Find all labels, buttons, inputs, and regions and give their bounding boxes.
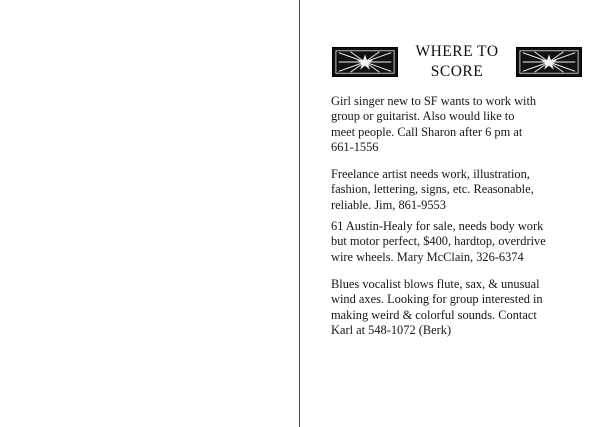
ad-line: group or guitarist. Also would like to [331, 109, 515, 124]
starburst-icon [332, 47, 398, 77]
ad-line: meet people. Call Sharon after 6 pm at [331, 124, 523, 139]
column-title [402, 42, 512, 82]
ad-line: reliable. Jim, 861-9553 [331, 197, 446, 212]
classified-ad-artist [331, 167, 593, 213]
column-title-line2: SCORE [430, 63, 484, 80]
ad-line: Girl singer new to SF wants to work with [331, 94, 537, 108]
ad-line: wind axes. Looking for group interested in [331, 292, 543, 307]
ad-line: Blues vocalist blows flute, sax, & unusual [331, 276, 540, 291]
classified-ads [331, 94, 593, 338]
ad-line: 661-1556 [331, 139, 379, 154]
classified-ad-singer [331, 94, 593, 155]
column-header [332, 42, 582, 84]
ad-line: but motor perfect, $400, hardtop, overdrive [331, 234, 546, 249]
ad-line: wire wheels. Mary McClain, 326-6374 [331, 249, 524, 264]
ad-line: Freelance artist needs work, illustration, [331, 167, 530, 182]
column-title-line1: WHERE TO [415, 43, 499, 60]
ad-line: making weird & colorful sounds. Contact [331, 307, 537, 322]
ad-line: 61 Austin-Healy for sale, needs body work [331, 219, 544, 234]
ad-line: fashion, lettering, signs, etc. Reasonable, [331, 182, 534, 197]
classified-ad-blues [331, 277, 593, 338]
classified-ad-car [331, 219, 593, 265]
starburst-icon [516, 47, 582, 77]
right-page [300, 0, 600, 427]
ad-line: Karl at 548-1072 (Berk) [331, 322, 452, 337]
